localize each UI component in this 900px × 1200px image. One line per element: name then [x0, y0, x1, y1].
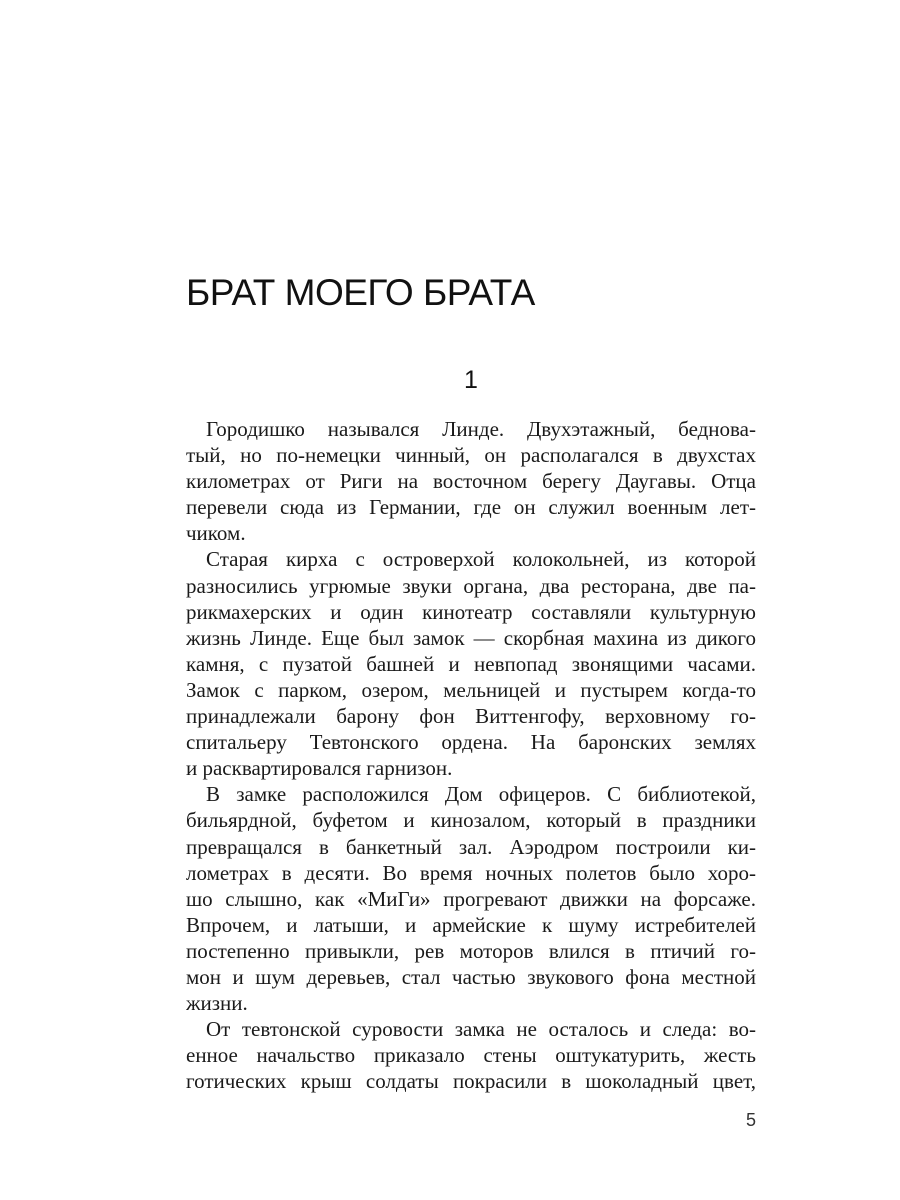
chapter-title: БРАТ МОЕГО БРАТА	[186, 272, 535, 313]
text-line: В замке расположился Дом офицеров. С библиотекой,	[206, 782, 756, 807]
text-line: Замок с парком, озером, мельницей и пустырем когда-то	[186, 677, 756, 702]
text-line: шо слышно, как «МиГи» прогревают движки на форсаже.	[186, 886, 756, 911]
page-number: 5	[745, 1110, 756, 1130]
text-line: Впрочем, и латыши, и армейские к шуму истребителей	[186, 912, 756, 937]
text-line: спитальеру Тевтонского ордена. На баронских землях	[186, 730, 756, 755]
text-line: превращался в банкетный зал. Аэродром построили ки-	[186, 834, 756, 859]
text-line: рикмахерских и один кинотеатр составляли культурную	[186, 599, 756, 624]
text-line: енное начальство приказало стены оштукатурить, жесть	[186, 1043, 756, 1068]
text-line: От тевтонской суровости замка не осталось и следа: во-	[206, 1017, 756, 1042]
text-line: жизни.	[186, 991, 248, 1016]
text-line: километрах от Риги на восточном берегу Даугавы. Отца	[186, 469, 756, 494]
text-line: разносились угрюмые звуки органа, два ресторана, две па-	[186, 573, 756, 598]
chapter-number: 1	[464, 366, 478, 394]
text-line: бильярдной, буфетом и кинозалом, который в праздники	[186, 808, 756, 833]
text-line: Старая кирха с островерхой колокольней, из которой	[206, 547, 756, 572]
text-line: постепенно привыкли, рев моторов влился в птичий го-	[186, 938, 756, 963]
text-line: жизнь Линде. Еще был замок — скорбная махина из дикого	[186, 625, 756, 650]
text-line: чиком.	[186, 521, 246, 546]
text-line: Городишко назывался Линде. Двухэтажный, беднова-	[206, 417, 756, 441]
text-line: готических крыш солдаты покрасили в шоколадный цвет,	[186, 1069, 756, 1094]
body-text	[186, 416, 756, 1094]
text-line: камня, с пузатой башней и невпопад звонящими часами.	[186, 651, 756, 676]
text-line: принадлежали барону фон Виттенгофу, верховному го-	[186, 704, 756, 729]
text-line: и расквартировался гарнизон.	[186, 756, 453, 781]
text-line: перевели сюда из Германии, где он служил военным лет-	[186, 495, 756, 520]
text-line: тый, но по-немецки чинный, он располагался в двухстах	[186, 443, 756, 468]
text-line: мон и шум деревьев, стал частью звукового фона местной	[186, 964, 756, 989]
text-line: лометрах в десяти. Во время ночных полетов было хоро-	[186, 860, 756, 885]
